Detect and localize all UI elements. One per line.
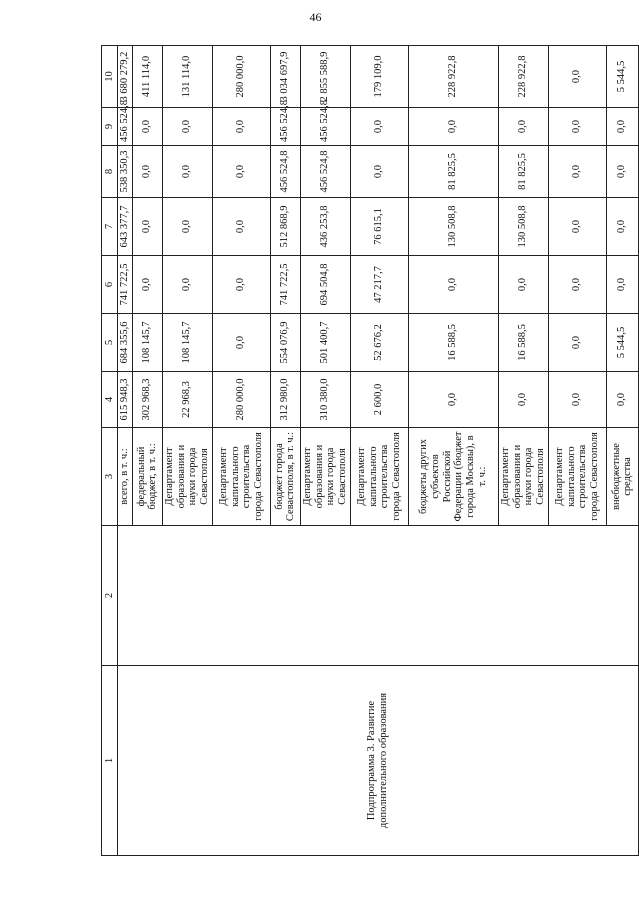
total-value-cell: 228 922,8 [498,46,548,108]
year-value-cell: 16 588,5 [498,314,548,372]
funding-source-cell: Департамент капитального строительства города Севастополя [548,428,606,526]
column-number-header: 4 [102,372,118,428]
year-value-cell: 0,0 [548,146,606,198]
year-value-cell: 81 825,5 [408,146,498,198]
year-value-cell: 0,0 [606,256,638,314]
column-number-header: 7 [102,198,118,256]
year-value-cell: 22 968,3 [162,372,212,428]
budget-table-container [101,46,634,856]
year-value-cell: 0,0 [162,108,212,146]
funding-source-cell: Департамент образования и науки города Севастополя [162,428,212,526]
year-value-cell: 436 253,8 [300,198,350,256]
year-value-cell: 456 524,8 [270,146,300,198]
year-value-cell: 0,0 [212,256,270,314]
year-value-cell: 0,0 [132,108,162,146]
year-value-cell: 456 524,8 [300,146,350,198]
table-row [118,46,133,856]
column-number-header: 3 [102,428,118,526]
column-number-header: 8 [102,146,118,198]
funding-source-cell: всего, в т. ч.: [118,428,133,526]
year-value-cell: 108 145,7 [132,314,162,372]
year-value-cell: 5 544,5 [606,314,638,372]
column-number-header: 10 [102,46,118,108]
year-value-cell: 130 508,8 [408,198,498,256]
year-value-cell: 456 524,8 [118,108,133,146]
page-number: 46 [309,10,322,24]
year-value-cell: 0,0 [212,108,270,146]
year-value-cell: 0,0 [498,108,548,146]
year-value-cell: 81 825,5 [498,146,548,198]
year-value-cell: 0,0 [606,198,638,256]
year-value-cell: 310 380,0 [300,372,350,428]
year-value-cell: 456 524,8 [300,108,350,146]
year-value-cell: 280 000,0 [212,372,270,428]
year-value-cell: 0,0 [408,108,498,146]
year-value-cell: 52 676,2 [350,314,408,372]
year-value-cell: 0,0 [212,314,270,372]
year-value-cell: 0,0 [350,146,408,198]
year-value-cell: 302 968,3 [132,372,162,428]
year-value-cell: 16 588,5 [408,314,498,372]
year-value-cell: 0,0 [162,198,212,256]
year-value-cell: 741 722,5 [118,256,133,314]
total-value-cell: 411 114,0 [132,46,162,108]
year-value-cell: 312 980,0 [270,372,300,428]
funding-source-cell: Департамент капитального строительства города Севастополя [212,428,270,526]
year-value-cell: 456 524,8 [270,108,300,146]
year-value-cell: 0,0 [548,256,606,314]
funding-source-cell: Департамент образования и науки города Севастополя [300,428,350,526]
funding-source-cell: Департамент капитального строительства города Севастополя [350,428,408,526]
responsible-cell [118,526,639,666]
year-value-cell: 0,0 [162,146,212,198]
year-value-cell: 0,0 [132,256,162,314]
column-number-header: 9 [102,108,118,146]
rotated-table-frame [101,46,634,856]
year-value-cell: 0,0 [212,146,270,198]
budget-table [101,45,639,856]
year-value-cell: 108 145,7 [162,314,212,372]
funding-source-cell: бюджет города Севастополя, в т. ч.: [270,428,300,526]
total-value-cell: 2 855 588,9 [300,46,350,108]
year-value-cell: 0,0 [162,256,212,314]
year-value-cell: 643 377,7 [118,198,133,256]
funding-source-cell: внебюджетные средства [606,428,638,526]
total-value-cell: 228 922,8 [408,46,498,108]
column-number-header: 2 [102,526,118,666]
year-value-cell: 0,0 [606,372,638,428]
year-value-cell: 0,0 [548,372,606,428]
year-value-cell: 741 722,5 [270,256,300,314]
table-header-row [102,46,118,856]
year-value-cell: 694 504,8 [300,256,350,314]
total-value-cell: 179 109,0 [350,46,408,108]
total-value-cell: 131 114,0 [162,46,212,108]
year-value-cell: 76 615,1 [350,198,408,256]
year-value-cell: 0,0 [132,198,162,256]
year-value-cell: 0,0 [212,198,270,256]
year-value-cell: 0,0 [132,146,162,198]
year-value-cell: 0,0 [408,256,498,314]
total-value-cell: 3 034 697,9 [270,46,300,108]
year-value-cell: 130 508,8 [498,198,548,256]
year-value-cell: 2 600,0 [350,372,408,428]
column-number-header: 5 [102,314,118,372]
total-value-cell: 280 000,0 [212,46,270,108]
funding-source-cell: бюджеты других субъектов Российской Федерации (бюджет города Москвы), в т. ч.: [408,428,498,526]
year-value-cell: 554 076,9 [270,314,300,372]
year-value-cell: 615 948,3 [118,372,133,428]
year-value-cell: 0,0 [408,372,498,428]
funding-source-cell: Департамент образования и науки города Севастополя [498,428,548,526]
year-value-cell: 684 355,6 [118,314,133,372]
total-value-cell: 0,0 [548,46,606,108]
year-value-cell: 47 217,7 [350,256,408,314]
year-value-cell: 0,0 [548,198,606,256]
year-value-cell: 0,0 [350,108,408,146]
column-number-header: 1 [102,666,118,856]
year-value-cell: 0,0 [498,372,548,428]
year-value-cell: 0,0 [606,108,638,146]
year-value-cell: 538 350,3 [118,146,133,198]
subprogram-name-cell: Подпрограмма 3. Развитие дополнительного образования [118,666,639,856]
year-value-cell: 0,0 [498,256,548,314]
year-value-cell: 501 400,7 [300,314,350,372]
funding-source-cell: федеральный бюджет, в т. ч.: [132,428,162,526]
year-value-cell: 512 868,9 [270,198,300,256]
total-value-cell: 5 544,5 [606,46,638,108]
column-number-header: 6 [102,256,118,314]
year-value-cell: 0,0 [548,314,606,372]
year-value-cell: 0,0 [548,108,606,146]
year-value-cell: 0,0 [606,146,638,198]
total-value-cell: 3 680 279,2 [118,46,133,108]
